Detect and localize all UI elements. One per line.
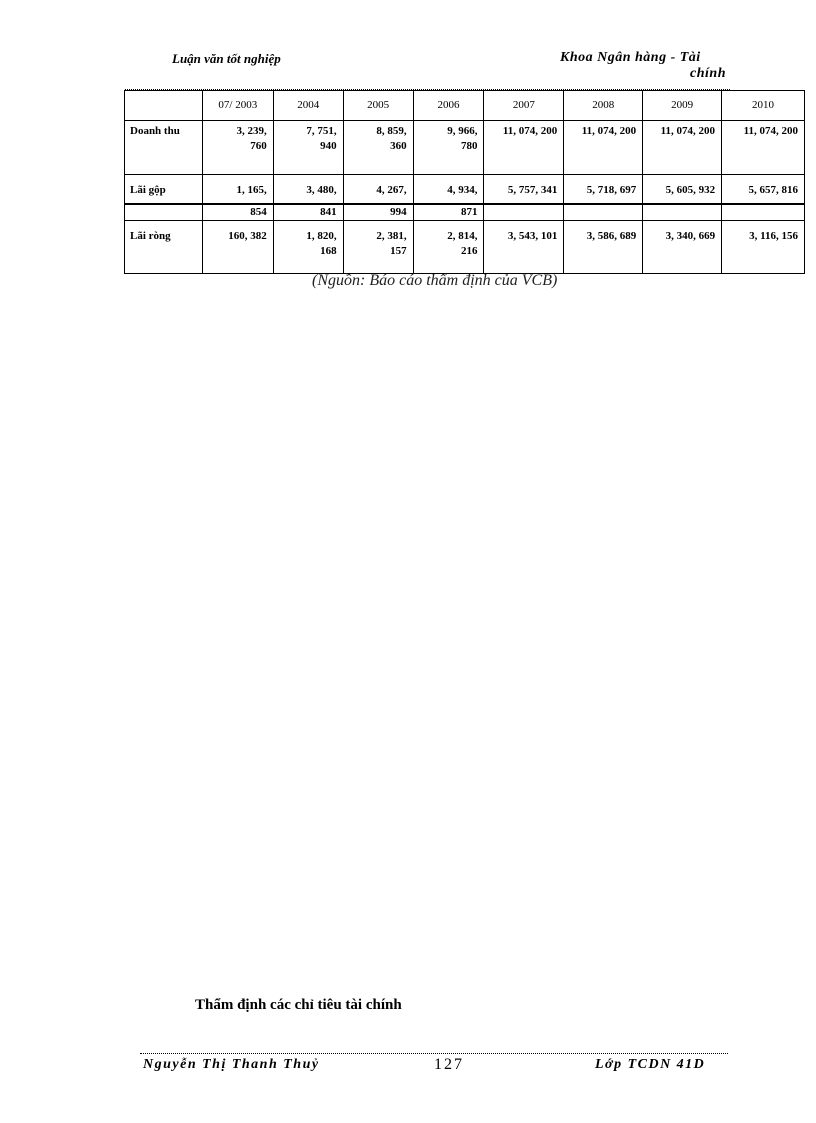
table-cell: 5, 657, 816 <box>722 175 805 205</box>
table-cell: 854 <box>202 204 273 221</box>
row-label: Lãi ròng <box>125 221 203 274</box>
table-cell: 4, 267, <box>343 175 413 205</box>
section-heading: Thẩm định các chỉ tiêu tài chính <box>195 997 402 1013</box>
table-cell <box>202 121 273 175</box>
header-cell-2009: 2009 <box>643 91 722 121</box>
cell-line: 8, 859, <box>376 125 407 137</box>
cell-line: 216 <box>460 245 478 257</box>
cell-line: 11, 074, 200 <box>581 125 637 137</box>
table-row-lai-gop-continued <box>125 204 805 221</box>
footer-class: Lớp TCDN 41D <box>595 1057 706 1072</box>
table-cell <box>343 121 413 175</box>
table-cell: 871 <box>413 204 484 221</box>
table-cell: 841 <box>273 204 343 221</box>
cell-line: 3, 543, 101 <box>507 230 558 242</box>
cell-line: 3, 116, 156 <box>749 230 798 242</box>
table-cell <box>413 221 484 274</box>
header-cell-2005: 2005 <box>343 91 413 121</box>
table-cell: 5, 718, 697 <box>564 175 643 205</box>
footer-divider <box>140 1053 728 1054</box>
cell-line: 1, 820, <box>306 230 337 242</box>
table-cell <box>564 221 643 274</box>
row-label: Doanh thu <box>125 121 203 175</box>
table-cell <box>643 121 722 175</box>
table-cell <box>643 204 722 221</box>
table-cell: 5, 757, 341 <box>484 175 564 205</box>
table-cell <box>564 121 643 175</box>
table-row-doanh-thu <box>125 121 805 175</box>
table-cell <box>484 121 564 175</box>
row-label: Lãi gộp <box>125 175 203 205</box>
page-number: 127 <box>434 1056 464 1073</box>
cell-line: 3, 340, 669 <box>665 230 716 242</box>
footer-author: Nguyễn Thị Thanh Thuỷ <box>143 1057 320 1072</box>
header-cell-2010: 2010 <box>722 91 805 121</box>
cell-line: 2, 381, <box>376 230 407 242</box>
cell-line: 2, 814, <box>447 230 478 242</box>
financial-table <box>124 90 805 274</box>
header-cell-2004: 2004 <box>273 91 343 121</box>
header-right-line1: Khoa Ngân hàng - Tài <box>560 50 701 65</box>
table-row-lai-gop <box>125 175 805 205</box>
table-cell <box>343 221 413 274</box>
header-cell-2003: 07/ 2003 <box>202 91 273 121</box>
table-cell: 3, 480, <box>273 175 343 205</box>
table-cell: 4, 934, <box>413 175 484 205</box>
table-cell <box>722 221 805 274</box>
row-label-empty <box>125 204 203 221</box>
table-header-row <box>125 91 805 121</box>
header-right-line2: chính <box>690 66 726 81</box>
header-right-title <box>560 50 726 82</box>
header-cell-2007: 2007 <box>484 91 564 121</box>
table-cell <box>643 221 722 274</box>
cell-line: 3, 239, <box>236 125 267 137</box>
source-note: (Nguồn: Báo cáo thẩm định của VCB) <box>312 272 558 289</box>
cell-line: 3, 586, 689 <box>586 230 637 242</box>
table-cell <box>564 204 643 221</box>
table-cell <box>273 121 343 175</box>
table-cell: 994 <box>343 204 413 221</box>
cell-line: 760 <box>250 140 267 152</box>
table-cell <box>484 204 564 221</box>
table-cell <box>722 121 805 175</box>
table-cell <box>273 221 343 274</box>
cell-line: 168 <box>320 245 337 257</box>
table-cell: 5, 605, 932 <box>643 175 722 205</box>
cell-line: 940 <box>320 140 337 152</box>
cell-line: 157 <box>390 245 407 257</box>
cell-line: 11, 074, 200 <box>660 125 716 137</box>
cell-line: 780 <box>460 140 478 152</box>
cell-line: 360 <box>390 140 407 152</box>
cell-line: 11, 074, 200 <box>743 125 798 137</box>
cell-line: 7, 751, <box>306 125 337 137</box>
cell-line: 9, 966, <box>447 125 478 137</box>
table-row-lai-rong <box>125 221 805 274</box>
table-cell <box>722 204 805 221</box>
table-cell <box>202 221 273 274</box>
header-left-title: Luận văn tốt nghiệp <box>172 51 281 66</box>
header-cell-2006: 2006 <box>413 91 484 121</box>
header-cell-2008: 2008 <box>564 91 643 121</box>
table-cell: 1, 165, <box>202 175 273 205</box>
cell-line: 11, 074, 200 <box>502 125 558 137</box>
table-cell <box>413 121 484 175</box>
header-cell-blank <box>125 91 203 121</box>
table-cell <box>484 221 564 274</box>
cell-line: 160, 382 <box>228 230 267 242</box>
